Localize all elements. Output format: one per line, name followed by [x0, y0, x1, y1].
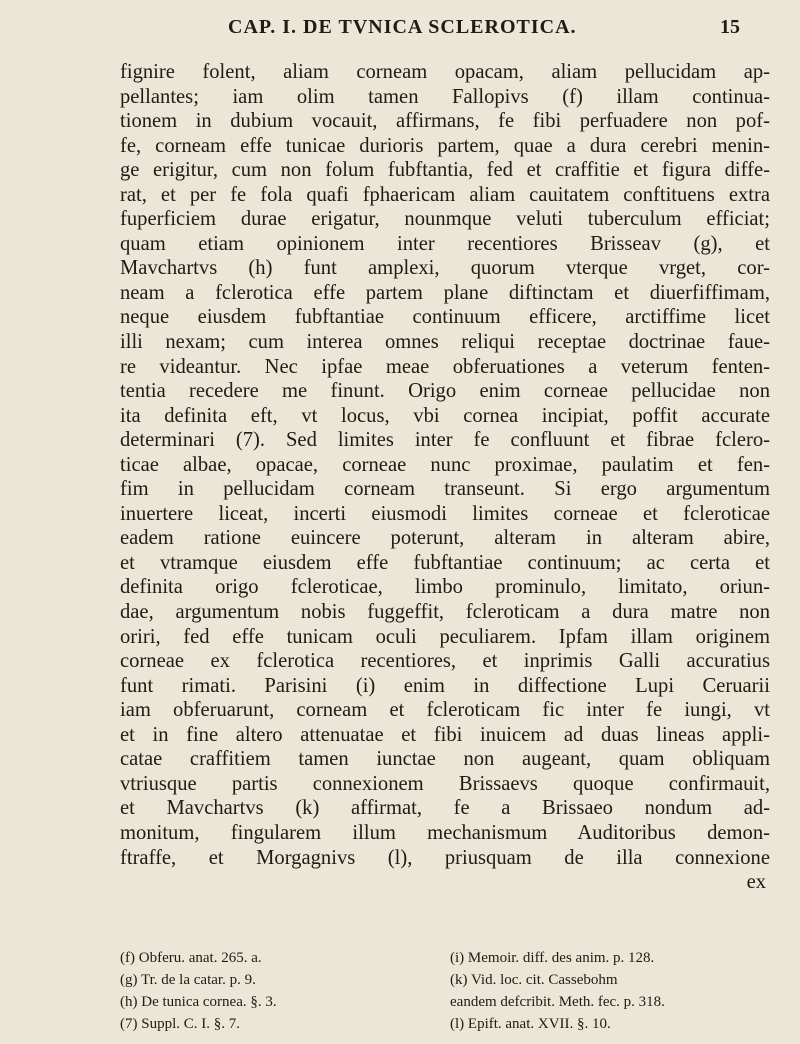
text-line: ita definita eft, vt locus, vbi cornea incipiat, poffit accurate: [120, 404, 770, 427]
footnote: eandem defcribit. Meth. fec. p. 318.: [450, 994, 665, 1010]
footnote: (h) De tunica cornea. §. 3.: [120, 994, 277, 1010]
footnote-row: [120, 969, 770, 991]
text-line: et vtramque eiusdem effe fubftantiae continuum; ac certa et: [120, 551, 770, 574]
text-line: fuperficiem durae erigatur, nounmque veluti tuberculum efficiat;: [120, 208, 770, 231]
footnotes: [120, 947, 770, 1035]
text-line: definita origo fcleroticae, limbo prominulo, limitato, oriun-: [120, 576, 770, 599]
text-line: funt rimati. Parisini (i) enim in diffectione Lupi Ceruarii: [120, 674, 770, 697]
footnote: (l) Epift. anat. XVII. §. 10.: [450, 1016, 611, 1032]
text-line: vtriusque partis connexionem Brissaevs quoque confirmauit,: [120, 772, 770, 795]
text-line: re videantur. Nec ipfae meae obferuationes a veterum fenten-: [120, 355, 770, 378]
footnote: (g) Tr. de la catar. p. 9.: [120, 972, 256, 988]
text-line: pellantes; iam olim tamen Fallopivs (f) illam continua-: [120, 85, 770, 108]
running-header: [110, 12, 750, 52]
page-number: 15: [720, 16, 740, 38]
footnote: (i) Memoir. diff. des anim. p. 128.: [450, 950, 655, 966]
text-line: tionem in dubium vocauit, affirmans, fe fibi perfuadere non pof-: [120, 110, 770, 133]
text-line: determinari (7). Sed limites inter fe confluunt et fibrae fclero-: [120, 429, 770, 452]
text-line: et Mavchartvs (k) affirmat, fe a Brissaeo nondum ad-: [120, 797, 770, 820]
text-line: fignire folent, aliam corneam opacam, aliam pellucidam ap-: [120, 61, 770, 83]
footnote-row: [120, 991, 770, 1013]
text-line: monitum, fingularem illum mechanismum Auditoribus demon-: [120, 821, 770, 844]
text-line: fim in pellucidam corneam transeunt. Si ergo argumentum: [120, 478, 770, 501]
text-line: et in fine altero attenuatae et fibi inuicem ad duas lineas appli-: [120, 723, 770, 746]
footnote: (7) Suppl. C. I. §. 7.: [120, 1016, 240, 1032]
text-line: corneae ex fclerotica recentiores, et inprimis Galli accuratius: [120, 650, 770, 673]
body-text: [120, 60, 770, 895]
catchword: ex: [746, 871, 766, 894]
footnote: (k) Vid. loc. cit. Cassebohm: [450, 972, 618, 988]
text-line: iam obferuarunt, corneam et fcleroticam fic inter fe iungi, vt: [120, 699, 770, 722]
chapter-title: CAP. I. DE TVNICA SCLEROTICA.: [228, 16, 577, 38]
text-line: quam etiam opinionem inter recentiores Brisseav (g), et: [120, 232, 770, 255]
text-line: neque eiusdem fubftantiae continuum efficere, arctiffime licet: [120, 306, 770, 329]
text-line: catae craffitiem tamen iunctae non augeant, quam obliquam: [120, 748, 770, 771]
text-line: ge erigitur, cum non folum fubftantia, fed et craffitie et figura diffe-: [120, 159, 770, 182]
text-line: dae, argumentum nobis fuggeffit, fcleroticam a dura matre non: [120, 601, 770, 624]
text-line: ftraffe, et Morgagnivs (l), priusquam de illa connexione: [120, 846, 770, 869]
text-line: oriri, fed effe tunicam oculi peculiarem. Ipfam illam originem: [120, 625, 770, 648]
footnote-row: [120, 947, 770, 969]
footnote-row: [120, 1013, 770, 1035]
text-line: eadem ratione euincere poterunt, alteram in alteram abire,: [120, 527, 770, 550]
text-line: neam a fclerotica effe partem plane diftinctam et diuerfiffimam,: [120, 281, 770, 304]
footnote: (f) Obferu. anat. 265. a.: [120, 950, 262, 966]
text-line: tentia recedere me finunt. Origo enim corneae pellucidae non: [120, 380, 770, 403]
text-line: inuertere liceat, incerti eiusmodi limites corneae et fcleroticae: [120, 502, 770, 525]
text-line: Mavchartvs (h) funt amplexi, quorum vterque vrget, cor-: [120, 257, 770, 280]
text-line: illi nexam; cum interea omnes reliqui receptae doctrinae faue-: [120, 331, 770, 354]
text-line: fe, corneam effe tunicae durioris partem, quae a dura cerebri menin-: [120, 134, 770, 157]
text-line: rat, et per fe fola quafi fphaericam aliam cauitatem conftituens extra: [120, 183, 770, 206]
text-line: ticae albae, opacae, corneae nunc proximae, paulatim et fen-: [120, 453, 770, 476]
